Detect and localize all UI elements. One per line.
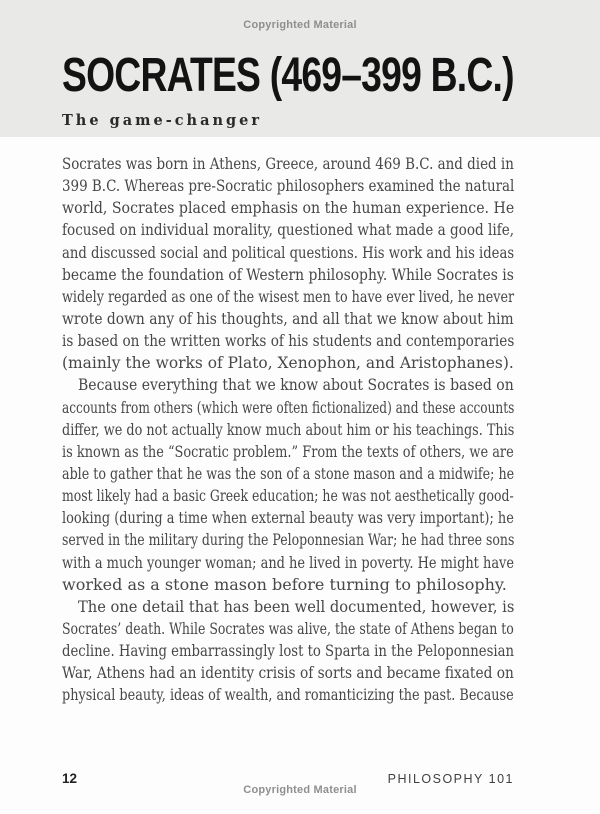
body-line-text: worked as a stone mason before turning to philosophy.	[62, 574, 507, 594]
body-line	[62, 596, 514, 618]
body-line-text: most likely had a basic Greek education; he was not aesthetically good-	[62, 486, 514, 506]
body-line	[62, 485, 514, 507]
body-line	[62, 529, 514, 551]
body-line-text: The one detail that has been well documented, however, is	[78, 596, 515, 616]
body-line-text: accounts from others (which were often fictionalized) and these accounts	[62, 397, 515, 417]
body-line	[62, 441, 514, 463]
body-line	[62, 219, 514, 241]
copyright-notice-top: Copyrighted Material	[243, 19, 357, 31]
body-line	[62, 618, 514, 640]
body-line-text: focused on individual morality, questioned what made a good life,	[62, 220, 515, 240]
copyright-notice-bottom: Copyrighted Material	[243, 784, 357, 796]
body-line-text: with a much younger woman; and he lived in poverty. He might have	[62, 552, 514, 572]
running-footer-book-title: PHILOSOPHY 101	[387, 772, 514, 786]
body-line	[62, 175, 514, 197]
body-line-text: widely regarded as one of the wisest men to have ever lived, he never	[62, 286, 515, 306]
body-line	[62, 352, 514, 374]
body-line-text: (mainly the works of Plato, Xenophon, and Aristophanes).	[62, 353, 514, 373]
body-line-text: able to gather that he was the son of a stone mason and a midwife; he	[62, 463, 515, 483]
body-line	[62, 397, 514, 419]
chapter-title	[62, 49, 514, 102]
body-line-text: decline. Having embarrassingly lost to Sparta in the Peloponnesian	[62, 641, 514, 661]
body-line	[62, 662, 514, 684]
body-line-text: Socrates was born in Athens, Greece, around 469 B.C. and died in	[62, 154, 514, 173]
chapter-title-text: SOCRATES (469–399 B.C.)	[62, 49, 514, 102]
body-line-text: Because everything that we know about Socrates is based on	[78, 375, 514, 395]
body-line-text: War, Athens had an identity crisis of sorts and became fixated on	[62, 663, 514, 683]
body-line	[62, 574, 514, 596]
body-line-text: Socrates’ death. While Socrates was alive, the state of Athens began to	[62, 618, 514, 638]
body-line	[62, 330, 514, 352]
page-number: 12	[62, 771, 78, 786]
body-line	[62, 308, 514, 330]
body-line	[62, 264, 514, 286]
body-line	[62, 197, 514, 219]
body-line	[62, 640, 514, 662]
body-line-text: looking (during a time when external beauty was very important); he	[62, 508, 514, 528]
body-line	[62, 463, 514, 485]
body-line-text: physical beauty, ideas of wealth, and romanticizing the past. Because	[62, 685, 514, 705]
body-line	[62, 552, 514, 574]
chapter-subtitle: The game-changer	[62, 112, 263, 129]
body-line-text: world, Socrates placed emphasis on the human experience. He	[62, 198, 515, 218]
body-line	[62, 153, 514, 175]
body-line-text: differ, we do not actually know much about him or his teachings. This	[62, 419, 515, 439]
body-line-text: and discussed social and political questions. His work and his ideas	[62, 242, 515, 262]
body-line	[62, 684, 514, 706]
body-line-text: wrote down any of his thoughts, and all that we know about him	[62, 308, 514, 328]
body-line	[62, 419, 514, 441]
body-line-text: 399 B.C. Whereas pre-Socratic philosophers examined the natural	[62, 176, 515, 196]
body-line-text: became the foundation of Western philosophy. While Socrates is	[62, 264, 514, 284]
body-text	[62, 153, 514, 707]
body-line	[62, 507, 514, 529]
body-line-text: served in the military during the Peloponnesian War; he had three sons	[62, 530, 515, 550]
body-line	[62, 242, 514, 264]
body-line	[62, 374, 514, 396]
body-line-text: is based on the written works of his students and contemporaries	[62, 331, 515, 351]
body-line-text: is known as the “Socratic problem.” From the texts of others, we are	[62, 441, 514, 461]
body-line	[62, 286, 514, 308]
